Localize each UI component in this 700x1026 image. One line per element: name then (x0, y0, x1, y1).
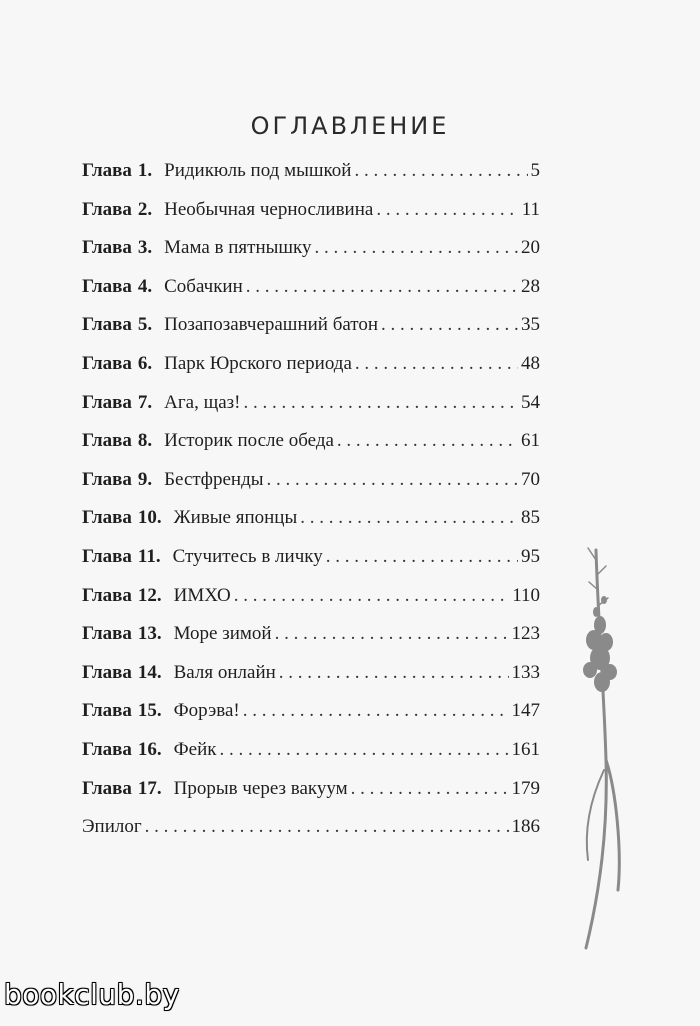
toc-row (82, 700, 540, 739)
site-watermark: bookclub.by (4, 978, 180, 1011)
page-number: 48 (521, 352, 540, 374)
page-number: 133 (511, 661, 540, 683)
page-number: 5 (530, 160, 540, 181)
toc-row (82, 739, 540, 778)
toc-row (82, 430, 540, 469)
toc-row (82, 546, 540, 585)
chapter-number: 10. (137, 507, 162, 529)
page-number: 110 (512, 584, 540, 606)
page-number: 95 (521, 545, 540, 567)
dot-leader (355, 353, 518, 375)
chapter-title: Собачкин (164, 275, 243, 297)
chapter-title: Прорыв через вакуум (173, 777, 348, 799)
chapter-number: 6. (137, 352, 153, 374)
dot-leader (337, 430, 518, 452)
toc-row (82, 623, 540, 662)
page-number: 35 (521, 314, 540, 336)
chapter-number: 12. (137, 584, 162, 606)
dot-leader (326, 546, 518, 568)
chapter-word: Глава (82, 198, 132, 220)
toc-row (82, 585, 540, 624)
dot-leader (267, 469, 518, 491)
chapter-title: Море зимой (173, 623, 272, 645)
toc-row (82, 778, 540, 817)
toc-row-epilogue (82, 816, 540, 855)
toc-row (82, 160, 540, 199)
chapter-title: Ридикюль под мышкой (164, 160, 352, 181)
toc-row (82, 353, 540, 392)
dot-leader (246, 276, 518, 298)
page-title: ОГЛАВЛЕНИЕ (250, 112, 450, 140)
chapter-number: 4. (137, 275, 153, 297)
chapter-title: Живые японцы (173, 507, 298, 529)
chapter-title: Позапозавчерашний батон (164, 314, 379, 336)
chapter-title: Ага, щаз! (164, 391, 241, 413)
epilogue-title: Эпилог (82, 816, 142, 838)
dot-leader (351, 778, 509, 800)
chapter-number: 13. (137, 623, 162, 645)
page-number: 61 (521, 430, 540, 452)
page-number: 123 (511, 623, 540, 645)
chapter-word: Глава (82, 507, 132, 529)
dot-leader (145, 816, 509, 838)
toc-row (82, 199, 540, 238)
toc-row (82, 662, 540, 701)
chapter-word: Глава (82, 430, 132, 452)
toc-row (82, 392, 540, 431)
dot-leader (234, 585, 509, 607)
dot-leader (219, 739, 508, 761)
chapter-word: Глава (82, 738, 132, 760)
dot-leader (315, 237, 519, 259)
chapter-title: Мама в пятнышку (164, 237, 312, 259)
toc-row (82, 237, 540, 276)
chapter-word: Глава (82, 160, 132, 181)
page-number: 54 (521, 391, 540, 413)
toc-row (82, 314, 540, 353)
chapter-title: Историк после обеда (164, 430, 334, 452)
dot-leader (376, 199, 518, 221)
page-number: 85 (521, 507, 540, 529)
dot-leader (279, 662, 509, 684)
page-number: 70 (521, 468, 540, 490)
grass-illustration-icon (560, 530, 650, 950)
chapter-title: Валя онлайн (173, 661, 276, 683)
page-number: 186 (511, 816, 540, 838)
page-number: 20 (521, 237, 540, 259)
chapter-title: Фейк (173, 738, 217, 760)
chapter-title: Форэва! (173, 700, 240, 722)
chapter-word: Глава (82, 314, 132, 336)
table-of-contents (82, 160, 540, 855)
page-number: 161 (511, 738, 540, 760)
chapter-word: Глава (82, 545, 132, 567)
chapter-number: 5. (137, 314, 153, 336)
chapter-title: Бестфренды (164, 468, 264, 490)
chapter-number: 11. (137, 545, 161, 567)
page-number: 11 (521, 198, 540, 220)
chapter-title: Необычная черносливина (164, 198, 374, 220)
chapter-word: Глава (82, 584, 132, 606)
dot-leader (275, 623, 509, 645)
chapter-number: 3. (137, 237, 153, 259)
chapter-word: Глава (82, 391, 132, 413)
toc-row (82, 507, 540, 546)
chapter-title: Стучитесь в личку (172, 545, 323, 567)
chapter-number: 16. (137, 738, 162, 760)
dot-leader (381, 314, 518, 336)
chapter-word: Глава (82, 237, 132, 259)
chapter-word: Глава (82, 777, 132, 799)
chapter-word: Глава (82, 700, 132, 722)
chapter-word: Глава (82, 352, 132, 374)
chapter-word: Глава (82, 661, 132, 683)
toc-row (82, 469, 540, 508)
page-number: 179 (511, 777, 540, 799)
toc-row (82, 276, 540, 315)
chapter-word: Глава (82, 275, 132, 297)
chapter-number: 14. (137, 661, 162, 683)
chapter-number: 2. (137, 198, 153, 220)
dot-leader (243, 392, 518, 414)
page-number: 28 (521, 275, 540, 297)
chapter-number: 15. (137, 700, 162, 722)
dot-leader (243, 700, 509, 722)
chapter-number: 7. (137, 391, 153, 413)
chapter-number: 9. (137, 468, 153, 490)
dot-leader (300, 507, 518, 529)
chapter-title: ИМХО (173, 584, 231, 606)
chapter-number: 1. (137, 160, 153, 181)
chapter-word: Глава (82, 623, 132, 645)
chapter-title: Парк Юрского периода (164, 352, 352, 374)
chapter-number: 17. (137, 777, 162, 799)
chapter-number: 8. (137, 430, 153, 452)
chapter-word: Глава (82, 468, 132, 490)
page-number: 147 (511, 700, 540, 722)
dot-leader (354, 160, 527, 182)
